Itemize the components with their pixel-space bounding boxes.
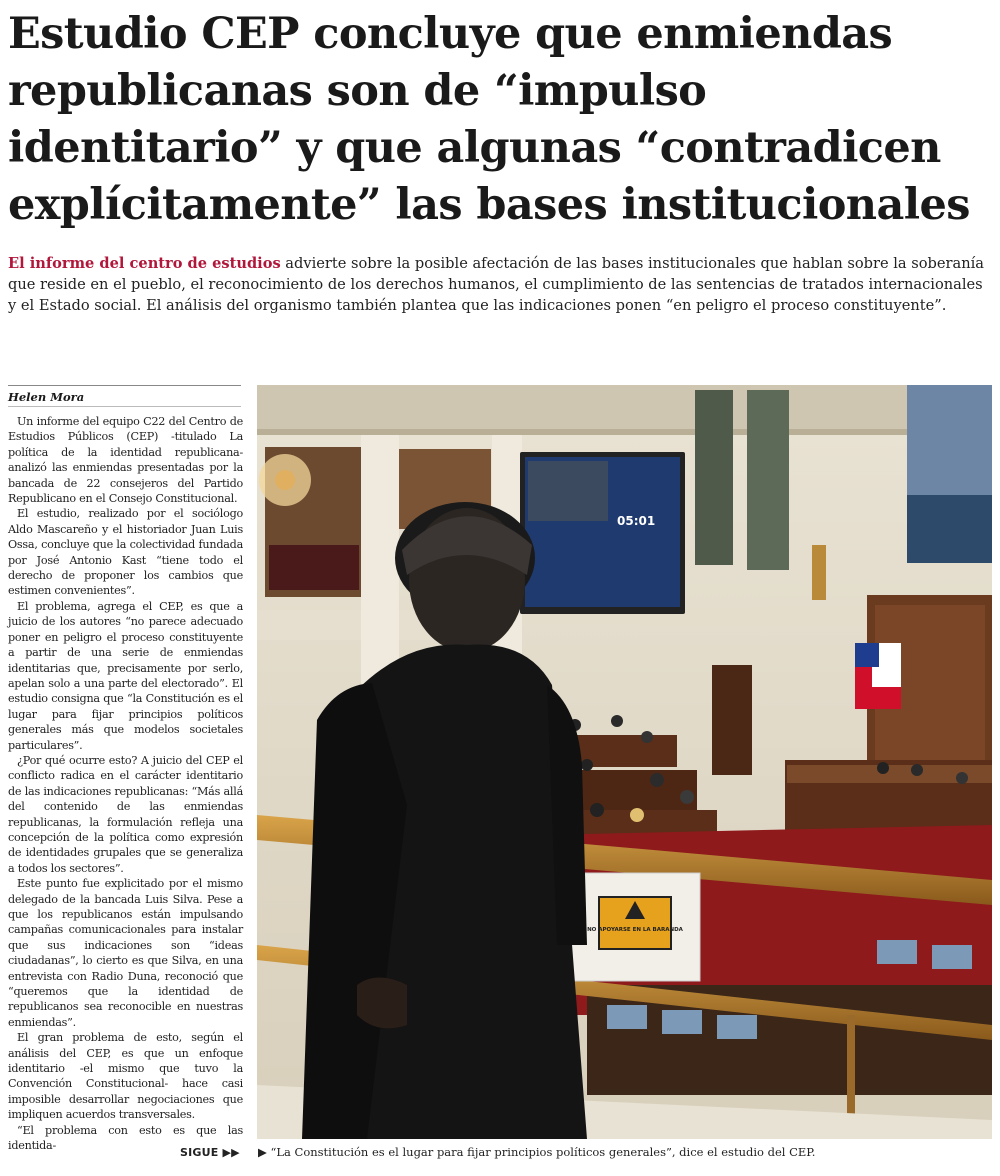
byline-rule-bottom xyxy=(8,406,241,407)
byline-rule-top xyxy=(8,385,241,386)
byline: Helen Mora xyxy=(8,390,85,404)
body-paragraph: El gran problema de esto, según el análisis del CEP, es que un enfoque identitario -el mismo que tuvo la Convención Constitucional- hace casi imposible desarrollar negociaciones que impliquen acuerdos transversales. xyxy=(8,1031,243,1122)
tv-timer: 05:01 xyxy=(617,514,656,528)
body-paragraph: El problema, agrega el CEP, es que a juicio de los autores “no parece adecuado poner en peligro el proceso constituyente a partir de una serie de enmiendas identitarias que, precisamente por serlo, apelan solo a una parte del electorado”. El estudio consigna que “la Constitución es el lugar para fijar principios políticos generales más que modelos societales particulares”. xyxy=(8,599,243,752)
lead-kicker: El informe del centro de estudios xyxy=(8,255,281,272)
headline: Estudio CEP concluye que enmiendas republicanas son de “impulso identitario” y que algunas “contradicen explícitamente” las bases institucionales xyxy=(8,9,970,230)
body-paragraph: El estudio, realizado por el sociólogo Aldo Mascareño y el historiador Juan Luis Ossa, concluye que la colectividad fundada por José Antonio Kast “tiene todo el derecho de proponer los cambios que estimen convenientes”. xyxy=(8,507,243,598)
warning-sign-text: NO APOYARSE EN LA BARANDA xyxy=(587,927,683,933)
lead-paragraph xyxy=(8,253,993,316)
body-paragraph: “El problema con esto es que las identida- xyxy=(8,1123,243,1153)
main-photo xyxy=(257,385,992,1139)
lead-text: advierte sobre la posible afectación de las bases institucionales que hablan sobre la soberanía que reside en el pueblo, el reconocimiento de los derechos humanos, el cumplimiento de las sentencias de tratados internacionales y el Estado social. El análisis del organismo también plantea que las indicaciones ponen “en peligro el proceso constituyente”. xyxy=(8,255,984,314)
photo-caption: ▶ “La Constitución es el lugar para fijar principios políticos generales”, dice el estudio del CEP. xyxy=(258,1145,816,1159)
body-paragraph: Un informe del equipo C22 del Centro de Estudios Públicos (CEP) -titulado La política de la identidad republicana- analizó las enmiendas presentadas por la bancada de 22 consejeros del Partido Republicano en el Consejo Constitucional. xyxy=(8,415,243,506)
body-paragraph: ¿Por qué ocurre esto? A juicio del CEP el conflicto radica en el carácter identitario de las indicaciones republicanas: “Más allá del contenido de las enmiendas republicanas, la formulación refleja una concepción de la política como expresión de identidades grupales que se generaliza a todos los sectores”. xyxy=(8,753,243,875)
continue-marker: SIGUE ▶▶ xyxy=(180,1146,240,1159)
body-paragraph: Este punto fue explicitado por el mismo delegado de la bancada Luis Silva. Pese a que los republicanos están impulsando campañas comunicacionales para instalar que sus indicaciones son “ideas ciudadanas”, lo cierto es que Silva, en una entrevista con Radio Duna, reconoció que “queremos que la identidad de republicanos sea reconocible en nuestras enmiendas”. xyxy=(8,877,243,1029)
